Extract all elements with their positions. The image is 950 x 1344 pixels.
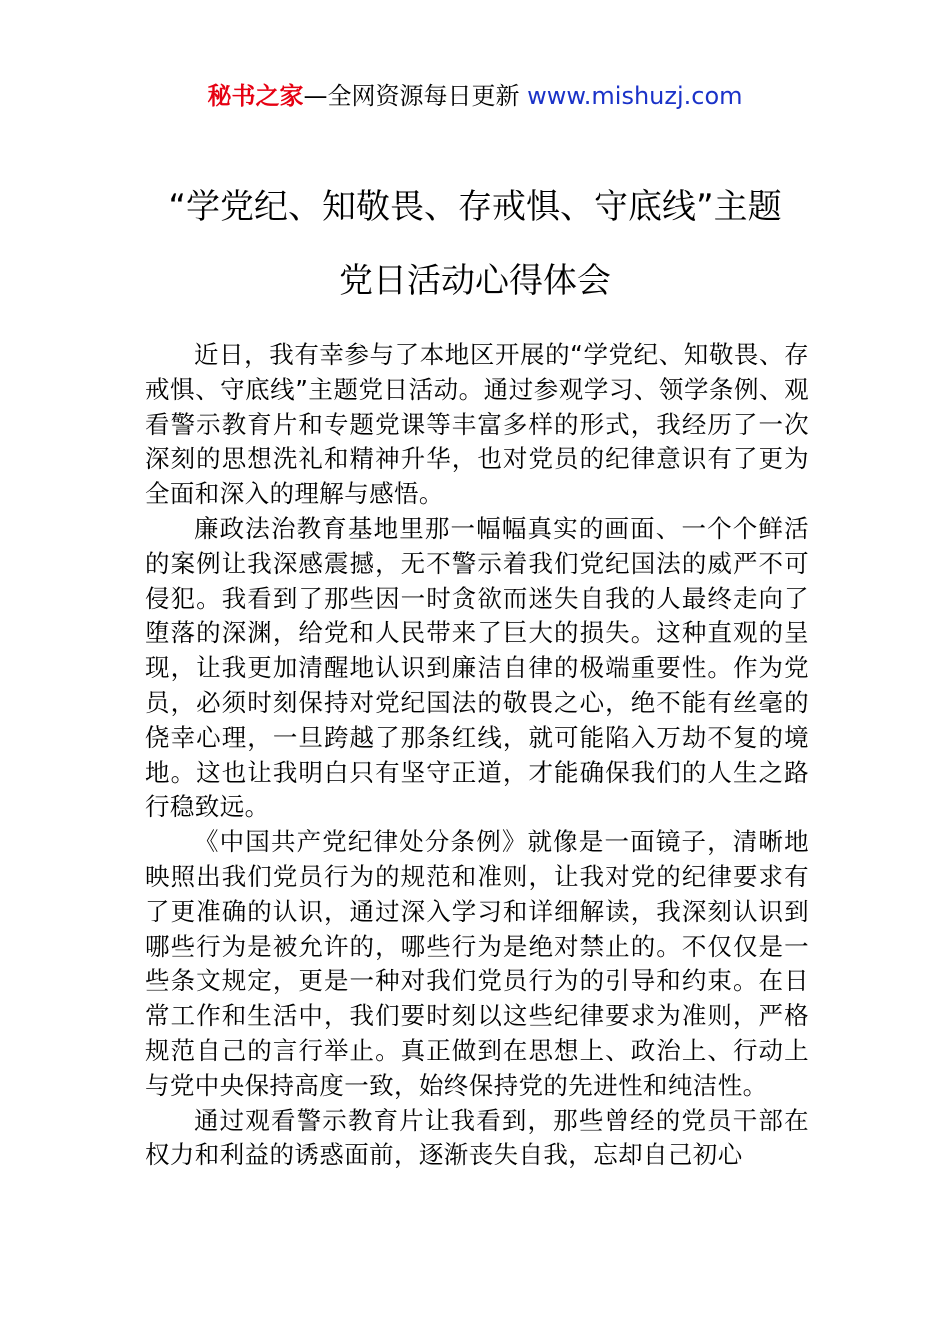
title-line-1: “学党纪、知敬畏、存戒惧、守底线”主题 [168, 187, 782, 227]
site-brand: 秘书之家 [207, 82, 304, 110]
site-url-link[interactable]: www.mishuzj.com [527, 82, 743, 110]
paragraph-3: 《中国共产党纪律处分条例》就像是一面镜子，清晰地映照出我们党员行为的规范和准则，让我对党的纪律要求有了更准确的认识，通过深入学习和详细解读，我深刻认识到哪些行为是被允许的，哪些行为是绝对禁止的。不仅仅是一些条文规定，更是一种对我们党员行为的引导和约束。在日常工作和生活中，我们要时刻以这些纪律要求为准则，严格规范自己的言行举止。真正做到在思想上、政治上、行动上与党中央保持高度一致，始终保持党的先进性和纯洁性。 [145, 827, 809, 1100]
paragraph-1: 近日，我有幸参与了本地区开展的“学党纪、知敬畏、存戒惧、守底线”主题党日活动。通过参观学习、领学条例、观看警示教育片和专题党课等丰富多样的形式，我经历了一次深刻的思想洗礼和精神升华，也对党员的纪律意识有了更为全面和深入的理解与感悟。 [145, 340, 809, 509]
paragraph-4: 通过观看警示教育片让我看到，那些曾经的党员干部在权力和利益的诱惑面前，逐渐丧失自我，忘却自己初心 [145, 1105, 809, 1170]
paragraph-2: 廉政法治教育基地里那一幅幅真实的画面、一个个鲜活的案例让我深感震撼，无不警示着我们党纪国法的威严不可侵犯。我看到了那些因一时贪欲而迷失自我的人最终走向了堕落的深渊，给党和人民带来了巨大的损失。这种直观的呈现，让我更加清醒地认识到廉洁自律的极端重要性。作为党员，必须时刻保持对党纪国法的敬畏之心，绝不能有丝毫的侥幸心理，一旦跨越了那条红线，就可能陷入万劫不复的境地。这也让我明白只有坚守正道，才能确保我们的人生之路行稳致远。 [145, 513, 809, 822]
title-line-2: 党日活动心得体会 [339, 261, 611, 301]
document-body [145, 338, 809, 1173]
site-tagline: —全网资源每日更新 [303, 82, 520, 110]
document-title [0, 170, 950, 318]
site-header [0, 80, 950, 112]
